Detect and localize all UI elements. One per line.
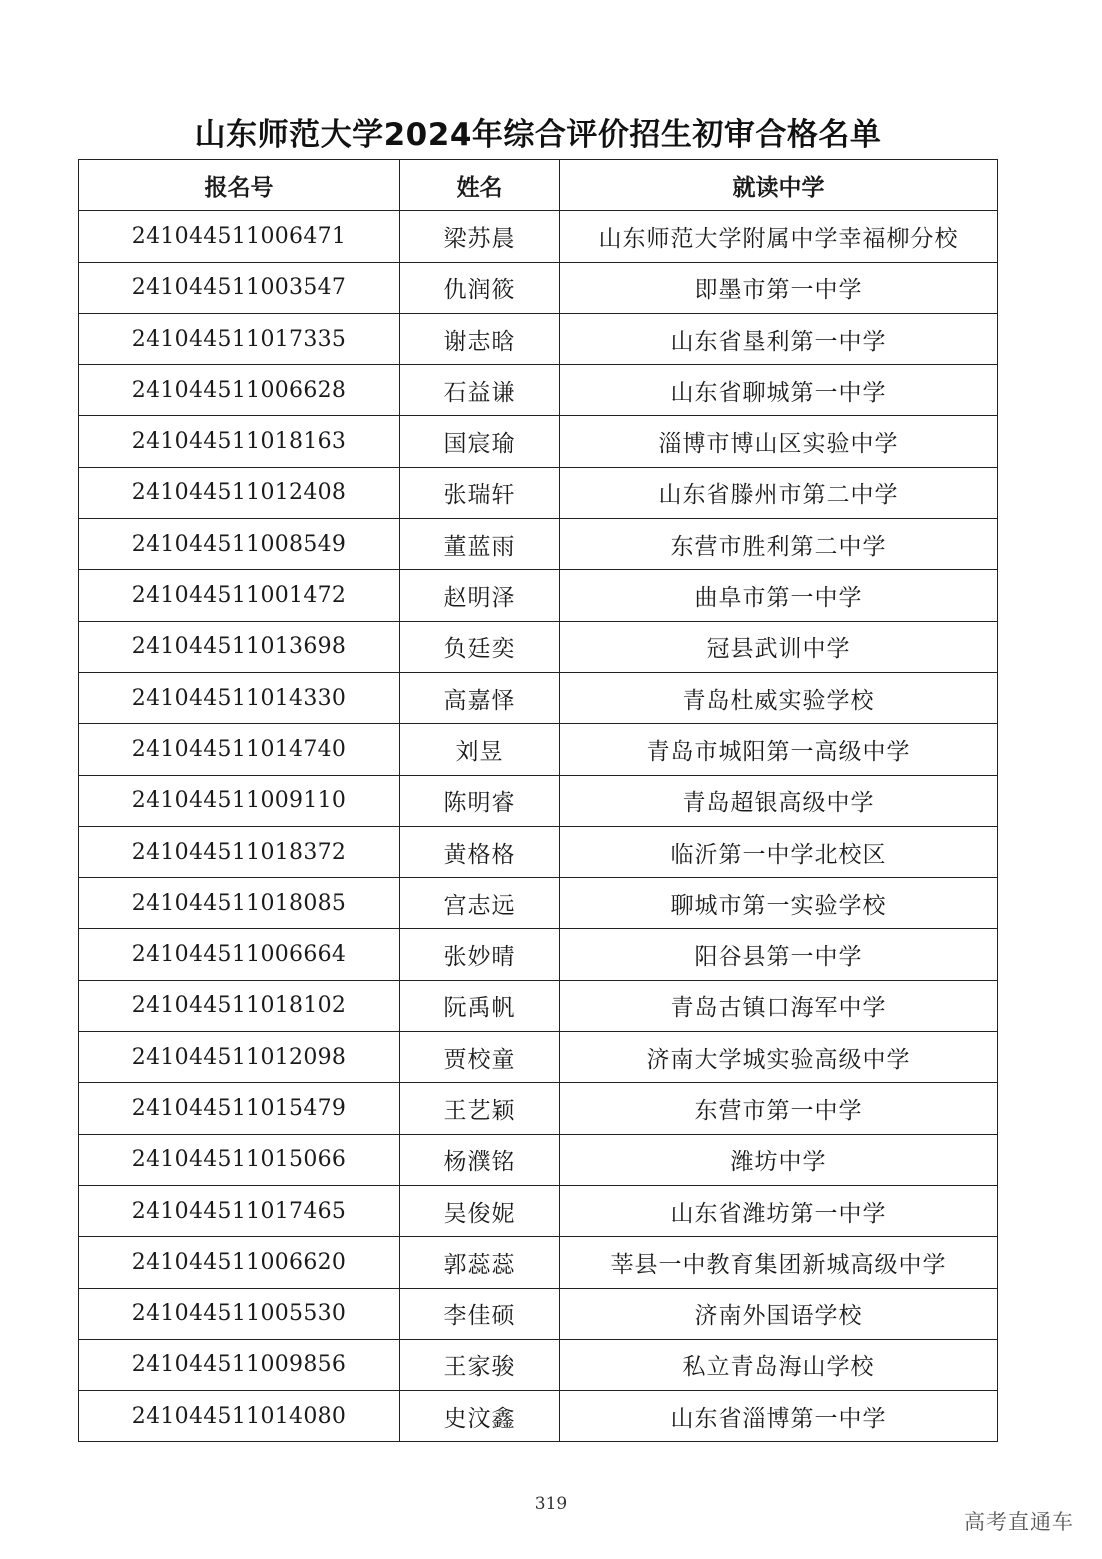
school-name-cell: 东营市第一中学 — [560, 1083, 998, 1134]
table-row — [79, 1134, 998, 1185]
school-name-cell: 聊城市第一实验学校 — [560, 878, 998, 929]
document-title: 山东师范大学2024年综合评价招生初审合格名单 — [194, 117, 882, 153]
student-name-cell: 张瑞轩 — [400, 467, 560, 518]
student-name-cell: 史汶鑫 — [400, 1391, 560, 1442]
registration-number-cell: 241044511018102 — [79, 980, 400, 1031]
table-row — [79, 929, 998, 980]
student-name-cell: 国宸瑜 — [400, 416, 560, 467]
student-name-cell: 石益谦 — [400, 365, 560, 416]
table-body — [79, 211, 998, 1442]
page-number: 319 — [534, 1494, 568, 1514]
registration-number-cell: 241044511006664 — [79, 929, 400, 980]
student-name-cell: 梁苏晨 — [400, 211, 560, 262]
registration-number-cell: 241044511005530 — [79, 1288, 400, 1339]
table-row — [79, 1391, 998, 1442]
school-name-cell: 山东省滕州市第二中学 — [560, 467, 998, 518]
registration-number-cell: 241044511006628 — [79, 365, 400, 416]
header-name: 姓名 — [400, 160, 560, 211]
school-name-cell: 潍坊中学 — [560, 1134, 998, 1185]
header-school: 就读中学 — [560, 160, 998, 211]
registration-number-cell: 241044511003547 — [79, 262, 400, 313]
watermark-text: 高考直通车 — [964, 1510, 1074, 1534]
table-row — [79, 1185, 998, 1236]
table-row — [79, 1083, 998, 1134]
student-name-cell: 张妙晴 — [400, 929, 560, 980]
school-name-cell: 淄博市博山区实验中学 — [560, 416, 998, 467]
table-row — [79, 724, 998, 775]
table-row — [79, 313, 998, 364]
table-row — [79, 519, 998, 570]
registration-number-cell: 241044511018085 — [79, 878, 400, 929]
school-name-cell: 济南大学城实验高级中学 — [560, 1032, 998, 1083]
student-name-cell: 阮禹帆 — [400, 980, 560, 1031]
table-row — [79, 878, 998, 929]
table-row — [79, 365, 998, 416]
school-name-cell: 山东省淄博第一中学 — [560, 1391, 998, 1442]
school-name-cell: 济南外国语学校 — [560, 1288, 998, 1339]
admission-list-table — [78, 159, 998, 1442]
school-name-cell: 山东省潍坊第一中学 — [560, 1185, 998, 1236]
school-name-cell: 山东师范大学附属中学幸福柳分校 — [560, 211, 998, 262]
registration-number-cell: 241044511009110 — [79, 775, 400, 826]
student-name-cell: 陈明睿 — [400, 775, 560, 826]
school-name-cell: 临沂第一中学北校区 — [560, 826, 998, 877]
table-row — [79, 1237, 998, 1288]
student-name-cell: 负廷奕 — [400, 621, 560, 672]
registration-number-cell: 241044511008549 — [79, 519, 400, 570]
school-name-cell: 山东省垦利第一中学 — [560, 313, 998, 364]
registration-number-cell: 241044511001472 — [79, 570, 400, 621]
table-row — [79, 621, 998, 672]
registration-number-cell: 241044511015066 — [79, 1134, 400, 1185]
student-name-cell: 黄格格 — [400, 826, 560, 877]
student-name-cell: 吴俊妮 — [400, 1185, 560, 1236]
registration-number-cell: 241044511017335 — [79, 313, 400, 364]
table-row — [79, 1032, 998, 1083]
registration-number-cell: 241044511009856 — [79, 1339, 400, 1390]
student-name-cell: 王艺颖 — [400, 1083, 560, 1134]
school-name-cell: 冠县武训中学 — [560, 621, 998, 672]
header-row — [79, 160, 998, 211]
school-name-cell: 私立青岛海山学校 — [560, 1339, 998, 1390]
table-row — [79, 980, 998, 1031]
table-row — [79, 775, 998, 826]
student-name-cell: 谢志晗 — [400, 313, 560, 364]
table-row — [79, 467, 998, 518]
registration-number-cell: 241044511013698 — [79, 621, 400, 672]
registration-number-cell: 241044511014740 — [79, 724, 400, 775]
table-header — [79, 160, 998, 211]
registration-number-cell: 241044511014080 — [79, 1391, 400, 1442]
student-name-cell: 贾校童 — [400, 1032, 560, 1083]
school-name-cell: 曲阜市第一中学 — [560, 570, 998, 621]
table-row — [79, 262, 998, 313]
school-name-cell: 青岛超银高级中学 — [560, 775, 998, 826]
school-name-cell: 青岛古镇口海军中学 — [560, 980, 998, 1031]
school-name-cell: 山东省聊城第一中学 — [560, 365, 998, 416]
registration-number-cell: 241044511012098 — [79, 1032, 400, 1083]
school-name-cell: 即墨市第一中学 — [560, 262, 998, 313]
student-name-cell: 仇润筱 — [400, 262, 560, 313]
table-row — [79, 416, 998, 467]
school-name-cell: 阳谷县第一中学 — [560, 929, 998, 980]
student-name-cell: 杨濮铭 — [400, 1134, 560, 1185]
school-name-cell: 莘县一中教育集团新城高级中学 — [560, 1237, 998, 1288]
table-row — [79, 211, 998, 262]
school-name-cell: 青岛市城阳第一高级中学 — [560, 724, 998, 775]
header-registration-number: 报名号 — [79, 160, 400, 211]
table-row — [79, 1339, 998, 1390]
student-name-cell: 郭蕊蕊 — [400, 1237, 560, 1288]
student-name-cell: 董蓝雨 — [400, 519, 560, 570]
table-row — [79, 826, 998, 877]
registration-number-cell: 241044511006620 — [79, 1237, 400, 1288]
registration-number-cell: 241044511012408 — [79, 467, 400, 518]
registration-number-cell: 241044511018372 — [79, 826, 400, 877]
student-name-cell: 宫志远 — [400, 878, 560, 929]
school-name-cell: 东营市胜利第二中学 — [560, 519, 998, 570]
table-row — [79, 570, 998, 621]
registration-number-cell: 241044511018163 — [79, 416, 400, 467]
student-name-cell: 刘昱 — [400, 724, 560, 775]
table-row — [79, 672, 998, 723]
student-name-cell: 李佳硕 — [400, 1288, 560, 1339]
school-name-cell: 青岛杜威实验学校 — [560, 672, 998, 723]
student-name-cell: 王家骏 — [400, 1339, 560, 1390]
registration-number-cell: 241044511017465 — [79, 1185, 400, 1236]
student-name-cell: 赵明泽 — [400, 570, 560, 621]
registration-number-cell: 241044511006471 — [79, 211, 400, 262]
registration-number-cell: 241044511015479 — [79, 1083, 400, 1134]
table-row — [79, 1288, 998, 1339]
student-name-cell: 高嘉怿 — [400, 672, 560, 723]
registration-number-cell: 241044511014330 — [79, 672, 400, 723]
